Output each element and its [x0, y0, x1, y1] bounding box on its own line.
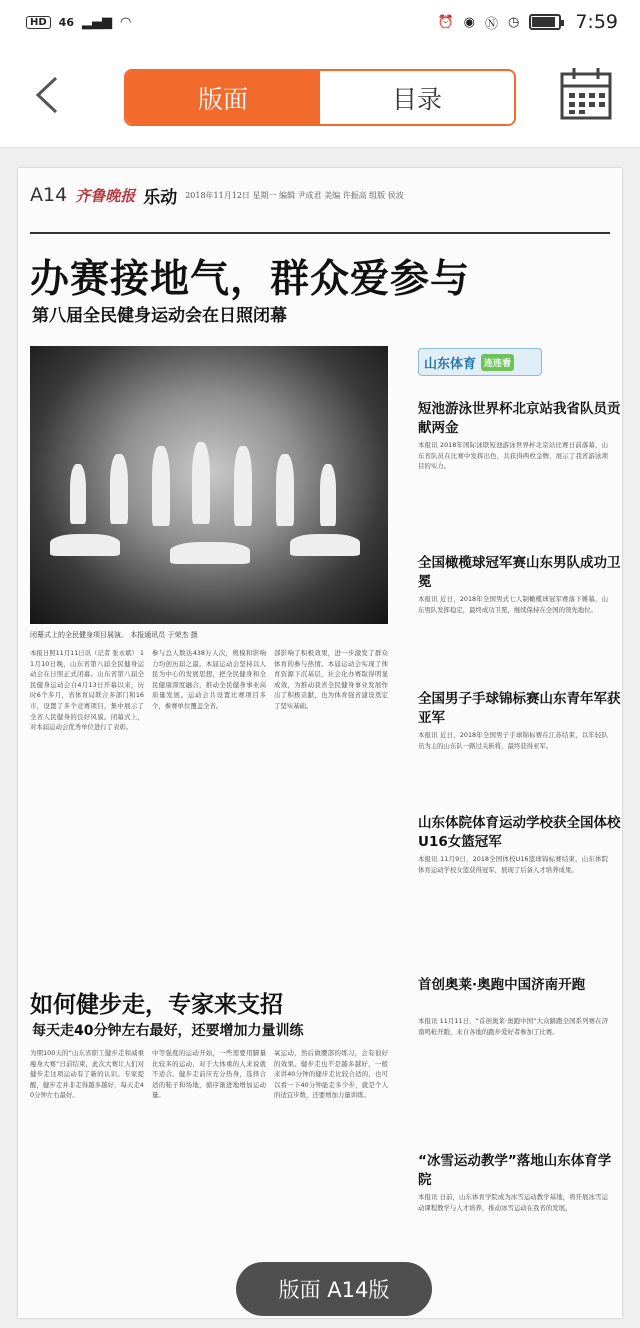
main-headline[interactable]: 办赛接地气，群众爱参与 [30, 257, 471, 302]
alarm-icon: ⏰ [437, 14, 454, 30]
news-item-3-title[interactable]: 全国男子手球锦标赛山东青年军获亚军 [418, 691, 621, 726]
article-column-1: 本报日照11月11日讯（记者 张永斌） 11月10日晚，山东省第八届全民健身运动会在日照正式闭幕。山东省第八届全民健身运动会自4月13日开幕以来，历时6个多月，省体育局联合多部门和16市，设置了多个竞赛项目，集中展示了全省人民健身的良好风貌。闭幕式上，对本届运动会优秀单位进行了表彰。 [30, 649, 144, 732]
page-masthead [30, 178, 610, 212]
newspaper-logo: 齐鲁晚报 [75, 186, 136, 205]
clock-time: 7:59 [575, 11, 618, 33]
battery-icon [529, 14, 561, 30]
second-subheadline: 每天走40分钟左右最好，还要增加力量训练 [32, 1023, 304, 1039]
news-item-4-body: 本报讯 11月9日，2018全国体校U16篮球锦标赛结束，山东体院体育运动学校女篮获得冠军，展现了后备人才培养成果。 [418, 855, 608, 874]
page-meta: 2018年11月12日 星期一 编辑 尹成君 美编 许振高 组版 侯波 [185, 190, 404, 200]
back-arrow-icon[interactable] [30, 76, 68, 114]
eye-icon: ◉ [463, 14, 475, 30]
calendar-icon[interactable] [560, 66, 612, 120]
top-bar [0, 44, 640, 148]
hd-icon: HD [26, 16, 51, 29]
newspaper-page[interactable] [18, 168, 622, 1318]
view-segmented-control [124, 69, 516, 126]
news-item-2-body: 本报讯 近日，2018年全国男式七人制橄榄球冠军赛落下帷幕，山东男队发挥稳定，最终成功卫冕，继续保持在全国的领先地位。 [418, 595, 608, 614]
signal-bars-icon: ▂▄▆ [81, 14, 112, 30]
article-column-2: 参与总人数达438万人次，规模和影响力均创历届之最。本届运动会坚持以人民为中心的发展思想，把全民健身和全民健康深度融合，推动全民健身事业高质量发展。运动会共设置比赛项目多个，参赛单位覆盖全省。 [152, 649, 266, 710]
dance-performance-photo[interactable] [30, 346, 388, 624]
masthead-divider [30, 232, 610, 234]
news-item-2-title[interactable]: 全国橄榄球冠军赛山东男队成功卫冕 [418, 555, 621, 590]
article-column-3: 部影响了积极效果，进一步激发了群众体育的参与热情。本届运动会实现了体育资源下沉基层，社会化办赛取得明显成效，为推动我省全民健身事业发展作出了积极贡献，也为体育强省建设奠定了坚实基础。 [274, 649, 388, 710]
news-item-6-title[interactable]: “冰雪运动教学”落地山东体育学院 [418, 1153, 612, 1188]
tab-contents[interactable]: 目录 [320, 71, 514, 124]
page-indicator-pill[interactable]: 版面 A14版 [236, 1262, 432, 1316]
tab-layout[interactable]: 版面 [126, 71, 320, 124]
article2-column-1: 为期100天的“山东省职工健步走和减重瘦身大赛”日前结束，此次大赛让人们对健步走这项运动有了新的认识。专家提醒，健步走并非走得越多越好，每天走40分钟左右最好。 [30, 1049, 144, 1100]
nfc-icon: Ⓝ [484, 16, 498, 32]
news-item-1-body: 本报讯 2018年国际泳联短池游泳世界杯北京站比赛日前落幕，山东省队员在比赛中发挥出色，共获得两枚金牌，展示了我省游泳项目的实力。 [418, 441, 608, 471]
news-item-4-title[interactable]: 山东体院体育运动学校获全国体校U16女篮冠军 [418, 815, 621, 850]
shandong-sports-logo: 山东体育 连连看 [418, 348, 542, 376]
second-headline[interactable]: 如何健步走，专家来支招 [30, 992, 283, 1018]
main-subheadline: 第八届全民健身运动会在日照闭幕 [32, 306, 287, 326]
article2-column-2: 中等强度的运动开始，一些需要用脚量比较多的运动，对于大体重的人来说就不适合。健步走前应充分热身，选择合适的鞋子和场地，循序渐进地增加运动量。 [152, 1049, 266, 1100]
section-name: 乐动 [143, 187, 178, 208]
signal-icon: 46 [58, 15, 74, 29]
news-item-1-title[interactable]: 短池游泳世界杯北京站我省队员贡献两金 [418, 401, 621, 436]
article2-column-3: 氧运动，然后做腰部的练习，会有很好的效果。健步走也不是越多越好，一般来讲40分钟的健步走比较合适的，也可以看一下40分钟能走多少步，就是个人的适宜步数，还要增加力量训练。 [274, 1049, 388, 1100]
news-item-5-body: 本报讯 11月11日，“首创奥莱·奥跑中国”大众路跑全国系列赛在济南鸣枪开跑，来自各地的跑步爱好者参加了比赛。 [418, 1017, 608, 1036]
news-item-5-title[interactable]: 首创奥莱·奥跑中国济南开跑 [418, 977, 586, 993]
status-bar [0, 0, 640, 44]
wifi-icon: ◠ [119, 14, 132, 30]
photo-caption: 闭幕式上的全民健身项目展演。 本报通讯员 于荣杰 摄 [30, 631, 198, 639]
clock-icon: ◷ [507, 14, 520, 30]
news-item-3-body: 本报讯 近日，2018年全国男子手球锦标赛在江苏结束，以年轻队员为主的山东队一路过关斩将，最终获得亚军。 [418, 731, 608, 750]
page-number: A14 [30, 184, 68, 206]
news-item-6-body: 本报讯 日前，山东体育学院成为冰雪运动教学基地，将开展冰雪运动课程教学与人才培养，推动冰雪运动在我省的发展。 [418, 1193, 608, 1212]
